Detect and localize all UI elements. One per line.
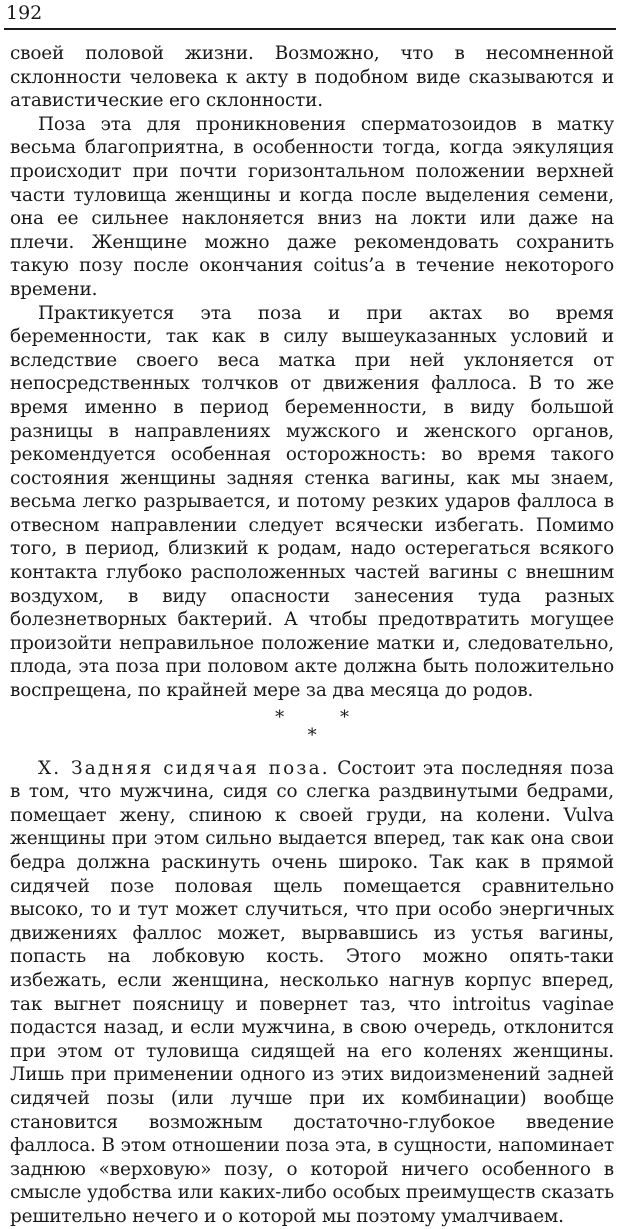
separator-star: * [275,706,284,728]
section-paragraph [10,757,614,1229]
section-text: Состоит эта последняя поза в том, что мужчина, сидя со слегка раздвинутыми бедрами, помещает жену, спиною к своей груди, на колени. Vulva женщины при этом сильно выдается вперед, так как она свои бедра должна раскинуть очень широко. Так как в прямой сидячей позе половая щель помещается сравнительно высоко, то и тут может случиться, что при особо энергичных движениях фаллос может, вырвавшись из устья вагины, попасть на лобковую кость. Этого можно опять-таки избежать, если женщина, несколько нагнув корпус вперед, так выгнет поясницу и повернет таз, что introitus vaginae подастся назад, и если мужчина, в свою очередь, отклонится при этом от туловища сидящей на его коленях женщины. Лишь при применении одного из этих видоизменений задней сидячей позы (или лучше при их комбинации) вообще становится возможным достаточно-глубокое введение фаллоса. В этом отношении поза эта, в сущности, напоминает заднюю «верховую» позу, о которой ничего особенного в смысле удобства или каких-либо особых преимуществ сказать решительно нечего и о которой мы поэтому умалчиваем. [10,757,614,1227]
section-heading: X. Задняя сидячая поза. [38,757,330,779]
paragraph: Поза эта для проникновения сперматозоидов в матку весьма благоприятна, в особенности тогда, когда эякуляция происходит при почти горизонтальном положении верхней части туловища женщины и когда после выделения семени, она ее сильнее наклоняется вниз на локти или даже на плечи. Женщине можно даже рекомендовать сохранить такую позу после окончания coitus’а в течение некоторого времени. [10,113,614,300]
separator-star: * [340,706,349,728]
section-separator [10,706,614,746]
paragraph-continuation: своей половой жизни. Возможно, что в несомненной склонности человека к акту в подобном виде сказываются и атавистические его склонности. [10,43,614,112]
separator-star: * [307,724,317,746]
page-body [10,42,614,1229]
paragraph: Практикуется эта поза и при актах во время беременности, так как в силу вышеуказанных условий и вследствие своего веса матка при ней уклоняется от непосредственных толчков от движения фаллоса. В то же время именно в период беременности, в виду большой разницы в направлениях мужского и женского органов, рекомендуется особенная осторожность: во время такого состояния женщины задняя стенка вагины, как мы знаем, весьма легко разрывается, и потому резких ударов фаллоса в отвесном направлении следует всячески избегать. Помимо того, в период, близкий к родам, надо остерегаться всякого контакта глубоко расположенных частей вагины с внешним воздухом, в виду опасности занесения туда разных болезнетворных бактерий. А чтобы предотвратить могущее произойти неправильное положение матки и, следовательно, плода, эта поза при половом акте должна быть положительно воспрещена, по крайней мере за два месяца до родов. [10,302,614,702]
page-number: 192 [6,2,43,24]
header-rule [4,28,616,30]
